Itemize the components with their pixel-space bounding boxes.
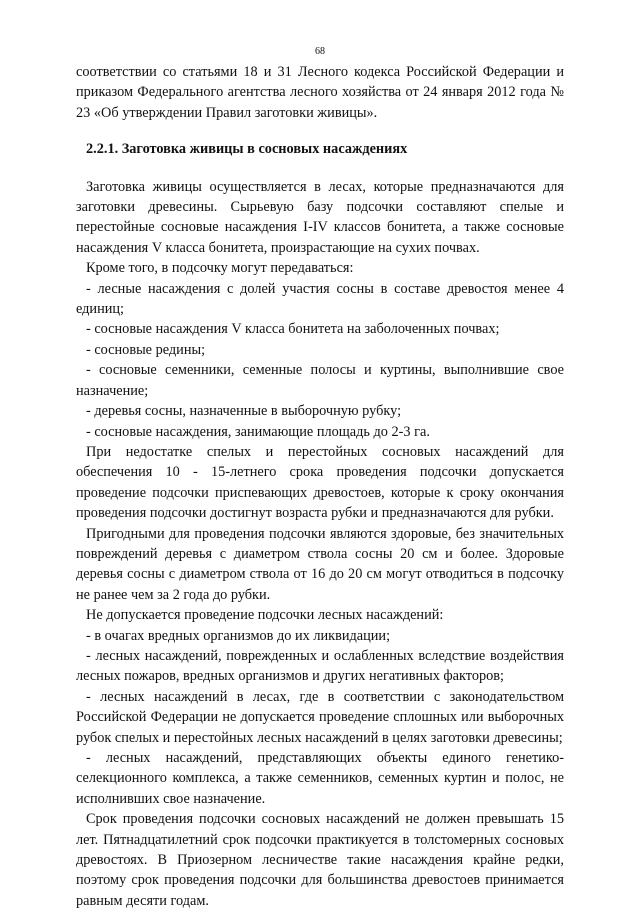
list-item: - деревья сосны, назначенные в выборочную рубку; [86,403,402,420]
page-number: 68 [315,46,325,57]
list-item: - сосновые насаждения, занимающие площадь до 2-3 га. [86,423,430,440]
list-item: - лесных насаждений, поврежденных и ослабленных вследствие воздействия лесных пожаров, вредных организмов и других негативных факторов; [76,647,564,685]
list-item: - лесных насаждений, представляющих объекты единого генетико-селекционного комплекса, а также семенников, семенных куртин и полос, не исполнивших свое назначение. [76,750,564,807]
list-item: - сосновые насаждения V класса бонитета на заболоченных почвах; [86,321,500,338]
list-item: - лесные насаждения с долей участия сосны в составе древостоя менее 4 единиц; [76,280,564,318]
paragraph-3: При недостатке спелых и перестойных сосновых насаждений для обеспечения 10 - 15-летнего срока проведения подсочки допускается проведение подсочки приспевающих древостоев, которые к сроку окончания проведения подсочки достигнут возраста рубки и предназначаются для рубки. [76,443,564,522]
intro-paragraph: соответствии со статьями 18 и 31 Лесного кодекса Российской Федерации и приказом Федерального агентства лесного хозяйства от 24 января 2012 года № 23 «Об утверждении Правил заготовки живицы». [76,64,564,121]
section-heading: 2.2.1. Заготовка живицы в сосновых насаждениях [86,141,408,158]
paragraph-2: Кроме того, в подсочку могут передаваться: [86,260,354,277]
list-item: - в очагах вредных организмов до их ликвидации; [86,627,391,644]
list-item: - лесных насаждений в лесах, где в соответствии с законодательством Российской Федерации не допускается проведение сплошных или выборочных рубок спелых и перестойных лесных насаждений в целях заготовки древесины; [76,688,564,746]
list-item: - сосновые семенники, семенные полосы и куртины, выполнившие свое назначение; [76,362,564,399]
list-item: - сосновые редины; [86,341,206,358]
paragraph-6: Срок проведения подсочки сосновых насаждений не должен превышать 15 лет. Пятнадцатилетний срок подсочки практикуется в толстомерных сосновых древостоях. В Приозерном лесничестве такие насаждения крайне редки, поэтому срок проведения подсочки для большинства древостоев принимается равным десяти годам. [76,811,564,909]
paragraph-4: Пригодными для проведения подсочки являются здоровые, без значительных повреждений деревья с диаметром ствола сосны 20 см и более. Здоровые деревья сосны с диаметром ствола от 16 до 20 см могут отводиться в подсочку не ранее чем за 2 года до рубки. [76,525,564,603]
paragraph-1: Заготовка живицы осуществляется в лесах, которые предназначаются для заготовки древесины. Сырьевую базу подсочки составляют спелые и перестойные сосновые насаждения I-IV классов бонитета, а также сосновые насаждения V класса бонитета, произрастающие на сухих почвах. [76,178,564,256]
document-body [76,62,564,911]
paragraph-5: Не допускается проведение подсочки лесных насаждений: [86,607,444,624]
